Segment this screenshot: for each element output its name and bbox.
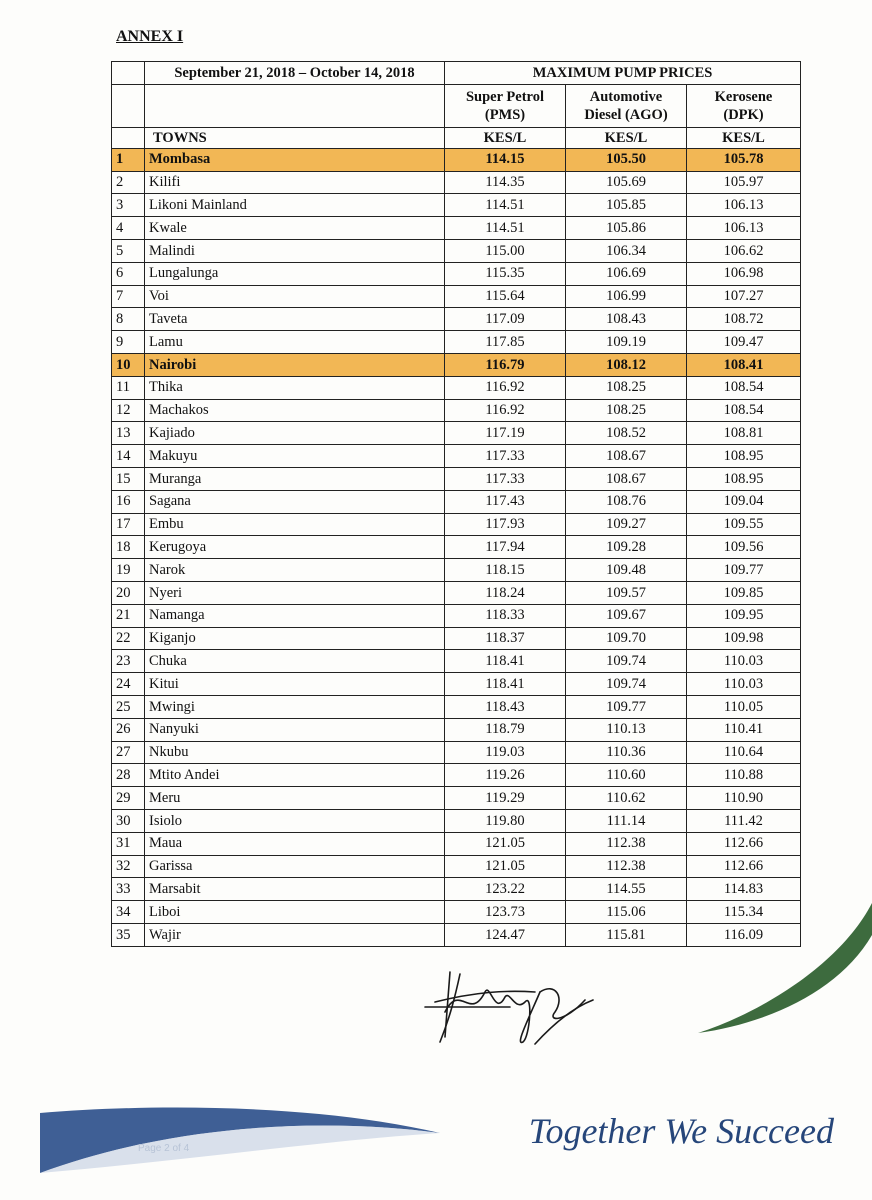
ago-price: 108.52 — [566, 422, 687, 445]
row-number: 28 — [112, 764, 145, 787]
pms-price: 117.33 — [445, 445, 566, 468]
row-number: 2 — [112, 171, 145, 194]
dpk-price: 109.55 — [687, 513, 801, 536]
ago-column-header — [566, 84, 687, 127]
ago-price: 111.14 — [566, 809, 687, 832]
table-row — [112, 467, 801, 490]
table-row — [112, 718, 801, 741]
pms-column-header — [445, 84, 566, 127]
pms-price: 117.43 — [445, 490, 566, 513]
table-row — [112, 308, 801, 331]
town-name: Meru — [145, 787, 445, 810]
town-name: Marsabit — [145, 878, 445, 901]
table-row — [112, 399, 801, 422]
pms-price: 114.15 — [445, 148, 566, 171]
dpk-price: 106.13 — [687, 194, 801, 217]
dpk-price: 106.13 — [687, 217, 801, 240]
dpk-price: 110.05 — [687, 695, 801, 718]
ago-price: 109.19 — [566, 331, 687, 354]
town-name: Kilifi — [145, 171, 445, 194]
dpk-unit-header: KES/L — [687, 127, 801, 148]
pms-price: 119.80 — [445, 809, 566, 832]
town-name: Maua — [145, 832, 445, 855]
header-row-units — [112, 127, 801, 148]
pms-price: 118.24 — [445, 581, 566, 604]
header-row-products — [112, 84, 801, 127]
town-name: Liboi — [145, 901, 445, 924]
pms-price: 121.05 — [445, 855, 566, 878]
town-name: Mwingi — [145, 695, 445, 718]
town-name: Mtito Andei — [145, 764, 445, 787]
town-name: Kwale — [145, 217, 445, 240]
pms-price: 117.93 — [445, 513, 566, 536]
pms-price: 119.29 — [445, 787, 566, 810]
row-number: 8 — [112, 308, 145, 331]
ago-price: 110.13 — [566, 718, 687, 741]
table-row — [112, 650, 801, 673]
pms-price: 123.22 — [445, 878, 566, 901]
ago-price: 108.67 — [566, 445, 687, 468]
pms-header-line1: Super Petrol — [465, 89, 544, 106]
table-row — [112, 559, 801, 582]
ago-price: 114.55 — [566, 878, 687, 901]
dpk-price: 109.95 — [687, 604, 801, 627]
row-number: 34 — [112, 901, 145, 924]
pms-price: 114.51 — [445, 217, 566, 240]
row-number: 10 — [112, 353, 145, 376]
ago-price: 109.70 — [566, 627, 687, 650]
row-number: 27 — [112, 741, 145, 764]
ago-price: 112.38 — [566, 832, 687, 855]
ago-price: 112.38 — [566, 855, 687, 878]
table-row — [112, 331, 801, 354]
row-number: 4 — [112, 217, 145, 240]
town-name: Makuyu — [145, 445, 445, 468]
table-row — [112, 422, 801, 445]
dpk-price: 112.66 — [687, 855, 801, 878]
dpk-price: 108.54 — [687, 376, 801, 399]
pms-price: 117.09 — [445, 308, 566, 331]
pms-price: 115.64 — [445, 285, 566, 308]
row-number: 24 — [112, 673, 145, 696]
ago-header-line2: Diesel (AGO) — [584, 106, 668, 123]
ago-price: 105.86 — [566, 217, 687, 240]
row-number: 7 — [112, 285, 145, 308]
table-row — [112, 809, 801, 832]
row-number: 17 — [112, 513, 145, 536]
ago-price: 108.12 — [566, 353, 687, 376]
ago-price: 108.25 — [566, 376, 687, 399]
table-row — [112, 513, 801, 536]
town-name: Nkubu — [145, 741, 445, 764]
pms-header-line2: (PMS) — [484, 106, 526, 123]
ago-price: 110.62 — [566, 787, 687, 810]
dpk-price: 108.54 — [687, 399, 801, 422]
pump-prices-table — [111, 61, 801, 947]
ago-price: 109.57 — [566, 581, 687, 604]
row-number: 15 — [112, 467, 145, 490]
table-row — [112, 673, 801, 696]
pms-price: 117.33 — [445, 467, 566, 490]
dpk-price: 108.41 — [687, 353, 801, 376]
dpk-price: 109.85 — [687, 581, 801, 604]
dpk-price: 109.04 — [687, 490, 801, 513]
dpk-price: 105.78 — [687, 148, 801, 171]
dpk-price: 110.64 — [687, 741, 801, 764]
ago-price: 109.28 — [566, 536, 687, 559]
table-row — [112, 171, 801, 194]
town-name: Taveta — [145, 308, 445, 331]
dpk-header-line2: (DPK) — [723, 106, 764, 123]
dpk-price: 109.98 — [687, 627, 801, 650]
ago-price: 106.69 — [566, 262, 687, 285]
period-header: September 21, 2018 – October 14, 2018 — [145, 62, 445, 85]
pms-price: 114.35 — [445, 171, 566, 194]
row-number: 18 — [112, 536, 145, 559]
pms-price: 116.92 — [445, 399, 566, 422]
towns-header: TOWNS — [145, 127, 445, 148]
town-name: Likoni Mainland — [145, 194, 445, 217]
table-row — [112, 376, 801, 399]
ago-unit-header: KES/L — [566, 127, 687, 148]
row-number: 12 — [112, 399, 145, 422]
dpk-price: 110.03 — [687, 673, 801, 696]
pms-price: 121.05 — [445, 832, 566, 855]
town-name: Kitui — [145, 673, 445, 696]
table-row — [112, 262, 801, 285]
row-number: 33 — [112, 878, 145, 901]
town-name: Mombasa — [145, 148, 445, 171]
row-number: 1 — [112, 148, 145, 171]
row-number: 5 — [112, 239, 145, 262]
pms-price: 118.33 — [445, 604, 566, 627]
town-name: Nyeri — [145, 581, 445, 604]
table-row — [112, 741, 801, 764]
header-blank-cell — [112, 62, 145, 85]
row-number: 32 — [112, 855, 145, 878]
town-name: Isiolo — [145, 809, 445, 832]
table-row — [112, 239, 801, 262]
header-blank-cell — [145, 84, 445, 127]
pms-price: 118.41 — [445, 650, 566, 673]
pms-price: 117.85 — [445, 331, 566, 354]
pms-price: 114.51 — [445, 194, 566, 217]
ago-price: 109.74 — [566, 673, 687, 696]
table-row — [112, 695, 801, 718]
town-name: Machakos — [145, 399, 445, 422]
row-number: 23 — [112, 650, 145, 673]
dpk-price: 108.81 — [687, 422, 801, 445]
ago-price: 108.25 — [566, 399, 687, 422]
ago-price: 109.67 — [566, 604, 687, 627]
ago-price: 109.48 — [566, 559, 687, 582]
green-swoosh-decoration — [690, 895, 872, 1040]
table-row — [112, 832, 801, 855]
town-name: Nairobi — [145, 353, 445, 376]
ago-price: 109.27 — [566, 513, 687, 536]
pms-price: 118.79 — [445, 718, 566, 741]
dpk-price: 115.34 — [687, 901, 801, 924]
dpk-price: 109.56 — [687, 536, 801, 559]
table-row — [112, 148, 801, 171]
row-number: 30 — [112, 809, 145, 832]
pms-price: 118.41 — [445, 673, 566, 696]
page-number: Page 2 of 4 — [138, 1143, 190, 1154]
town-name: Kerugoya — [145, 536, 445, 559]
row-number: 20 — [112, 581, 145, 604]
pms-price: 115.00 — [445, 239, 566, 262]
dpk-column-header — [687, 84, 801, 127]
town-name: Sagana — [145, 490, 445, 513]
ago-header-line1: Automotive — [589, 89, 663, 106]
row-number: 3 — [112, 194, 145, 217]
town-name: Kiganjo — [145, 627, 445, 650]
table-row — [112, 764, 801, 787]
town-name: Lungalunga — [145, 262, 445, 285]
ago-price: 115.06 — [566, 901, 687, 924]
table-row — [112, 855, 801, 878]
table-row — [112, 787, 801, 810]
ago-price: 115.81 — [566, 923, 687, 946]
town-name: Chuka — [145, 650, 445, 673]
row-number: 22 — [112, 627, 145, 650]
annex-title: ANNEX I — [116, 28, 184, 45]
table-row — [112, 353, 801, 376]
row-number: 9 — [112, 331, 145, 354]
table-row — [112, 627, 801, 650]
table-row — [112, 536, 801, 559]
pms-price: 123.73 — [445, 901, 566, 924]
pms-price: 116.79 — [445, 353, 566, 376]
dpk-price: 106.62 — [687, 239, 801, 262]
dpk-header-line1: Kerosene — [714, 89, 773, 106]
dpk-price: 111.42 — [687, 809, 801, 832]
ago-price: 105.50 — [566, 148, 687, 171]
dpk-price: 110.88 — [687, 764, 801, 787]
town-name: Garissa — [145, 855, 445, 878]
ago-price: 109.74 — [566, 650, 687, 673]
dpk-price: 110.41 — [687, 718, 801, 741]
ago-price: 106.99 — [566, 285, 687, 308]
table-row — [112, 581, 801, 604]
town-name: Lamu — [145, 331, 445, 354]
pms-unit-header: KES/L — [445, 127, 566, 148]
row-number: 35 — [112, 923, 145, 946]
table-row — [112, 445, 801, 468]
town-name: Voi — [145, 285, 445, 308]
ago-price: 105.85 — [566, 194, 687, 217]
town-name: Wajir — [145, 923, 445, 946]
pms-price: 118.37 — [445, 627, 566, 650]
dpk-price: 105.97 — [687, 171, 801, 194]
ago-price: 108.43 — [566, 308, 687, 331]
dpk-price: 108.95 — [687, 467, 801, 490]
ago-price: 109.77 — [566, 695, 687, 718]
ago-price: 110.60 — [566, 764, 687, 787]
signature — [415, 962, 605, 1052]
ago-price: 110.36 — [566, 741, 687, 764]
row-number: 14 — [112, 445, 145, 468]
dpk-price: 108.72 — [687, 308, 801, 331]
pms-price: 118.15 — [445, 559, 566, 582]
dpk-price: 112.66 — [687, 832, 801, 855]
row-number: 13 — [112, 422, 145, 445]
dpk-price: 110.03 — [687, 650, 801, 673]
town-name: Malindi — [145, 239, 445, 262]
table-row — [112, 604, 801, 627]
row-number: 6 — [112, 262, 145, 285]
dpk-price: 107.27 — [687, 285, 801, 308]
header-blank-cell — [112, 127, 145, 148]
maximum-pump-prices-header: MAXIMUM PUMP PRICES — [445, 62, 801, 85]
pms-price: 115.35 — [445, 262, 566, 285]
town-name: Kajiado — [145, 422, 445, 445]
dpk-price: 109.47 — [687, 331, 801, 354]
pms-price: 116.92 — [445, 376, 566, 399]
town-name: Muranga — [145, 467, 445, 490]
dpk-price: 116.09 — [687, 923, 801, 946]
dpk-price: 108.95 — [687, 445, 801, 468]
dpk-price: 106.98 — [687, 262, 801, 285]
row-number: 26 — [112, 718, 145, 741]
pms-price: 119.03 — [445, 741, 566, 764]
town-name: Narok — [145, 559, 445, 582]
dpk-price: 114.83 — [687, 878, 801, 901]
row-number: 31 — [112, 832, 145, 855]
header-blank-cell — [112, 84, 145, 127]
dpk-price: 109.77 — [687, 559, 801, 582]
table-row — [112, 217, 801, 240]
row-number: 21 — [112, 604, 145, 627]
row-number: 19 — [112, 559, 145, 582]
ago-price: 106.34 — [566, 239, 687, 262]
table-row — [112, 285, 801, 308]
pms-price: 118.43 — [445, 695, 566, 718]
row-number: 29 — [112, 787, 145, 810]
town-name: Thika — [145, 376, 445, 399]
town-name: Nanyuki — [145, 718, 445, 741]
ago-price: 105.69 — [566, 171, 687, 194]
row-number: 16 — [112, 490, 145, 513]
row-number: 25 — [112, 695, 145, 718]
header-row-period — [112, 62, 801, 85]
pms-price: 119.26 — [445, 764, 566, 787]
row-number: 11 — [112, 376, 145, 399]
table-row — [112, 490, 801, 513]
dpk-price: 110.90 — [687, 787, 801, 810]
table-row — [112, 194, 801, 217]
pms-price: 117.19 — [445, 422, 566, 445]
town-name: Embu — [145, 513, 445, 536]
slogan: Together We Succeed — [528, 1111, 834, 1151]
town-name: Namanga — [145, 604, 445, 627]
pms-price: 124.47 — [445, 923, 566, 946]
ago-price: 108.76 — [566, 490, 687, 513]
ago-price: 108.67 — [566, 467, 687, 490]
pms-price: 117.94 — [445, 536, 566, 559]
